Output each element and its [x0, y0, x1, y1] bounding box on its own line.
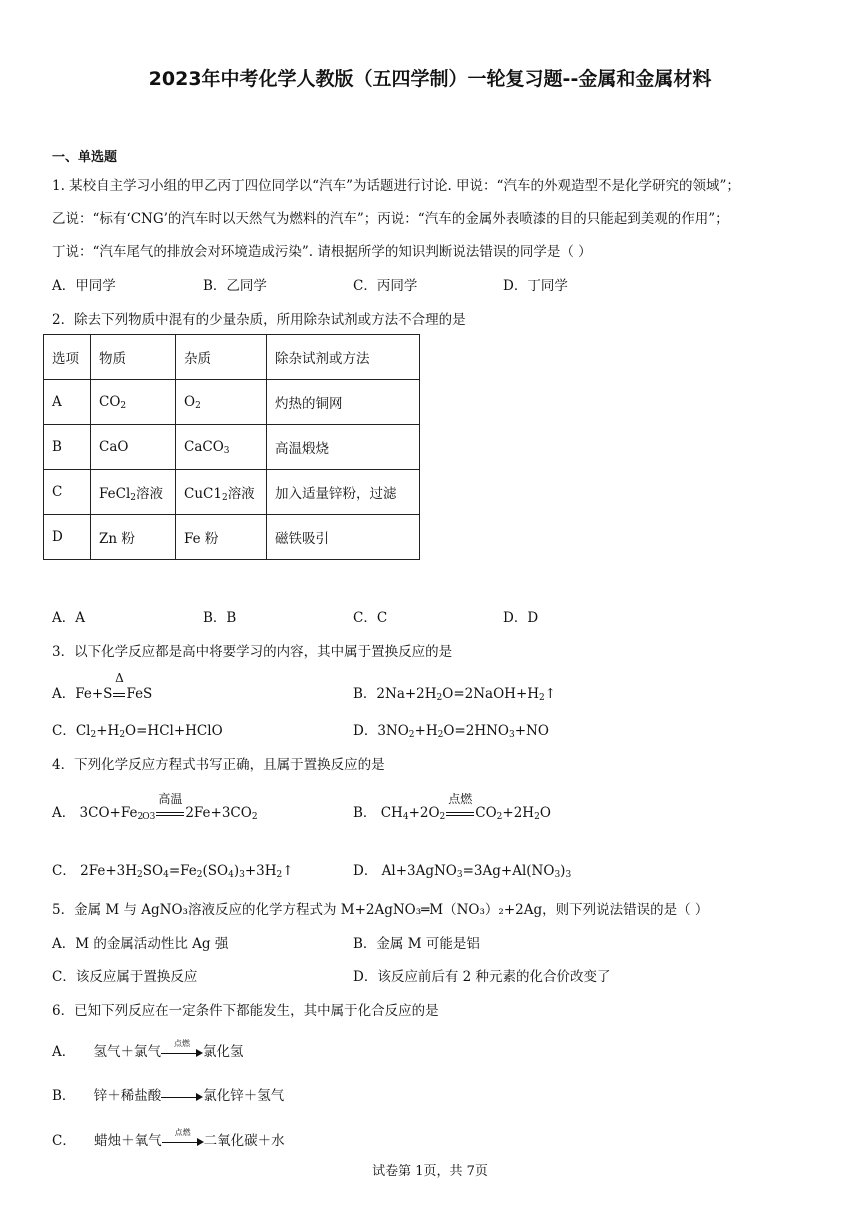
subscript: 2 — [437, 730, 444, 740]
equation-part: C．Cl — [52, 723, 91, 739]
formula: FeCl — [99, 486, 131, 502]
equation-part: O=2HNO — [443, 723, 509, 739]
q3-option-b[interactable] — [353, 682, 556, 702]
equation-part: (SO — [202, 863, 229, 879]
reaction-condition — [112, 671, 126, 702]
condition-text: 点燃 — [174, 1127, 191, 1137]
equation-part: +3H — [244, 863, 277, 879]
equation-part: O — [539, 805, 551, 821]
option-label: C． — [52, 1133, 76, 1149]
equation-part: =Fe — [168, 863, 197, 879]
equation-right: FeS — [126, 686, 153, 702]
page-footer: 试卷第 1页，共 7页 — [372, 1164, 488, 1179]
formula-tail: 溶液 — [136, 486, 163, 502]
table-cell — [176, 425, 267, 470]
q2-option-b[interactable]: B．B — [203, 610, 237, 626]
equation-part: 3CO+Fe — [79, 805, 138, 821]
gas-arrow: ↑ — [282, 863, 294, 879]
word-equation-right: 氯化锌＋氢气 — [203, 1088, 285, 1104]
table-row — [44, 380, 420, 425]
formula: O — [184, 394, 196, 410]
equation-part: O=2NaOH+H — [442, 686, 540, 702]
q1-option-b[interactable]: B．乙同学 — [203, 278, 267, 294]
formula: CuC1 — [184, 486, 222, 502]
page-title: 2023年中考化学人教版（五四学制）一轮复习题--金属和金属材料 — [148, 68, 712, 90]
equation-part: SO — [142, 863, 164, 879]
table-row — [44, 515, 420, 560]
section-heading: 一、单选题 — [52, 150, 118, 165]
table-row — [44, 425, 420, 470]
equation-part: CO — [475, 805, 497, 821]
q1-option-d[interactable]: D．丁同学 — [503, 278, 568, 294]
table-cell: 高温煅烧 — [267, 425, 420, 470]
q2-option-c[interactable]: C．C — [353, 610, 388, 626]
reaction-condition — [155, 792, 185, 821]
q5-option-c[interactable]: C．该反应属于置换反应 — [52, 969, 198, 985]
subscript: 2 — [408, 730, 415, 740]
equation-part: =3Ag+Al(NO — [462, 863, 555, 879]
word-equation-left: 锌＋稀盐酸 — [93, 1088, 162, 1104]
table-cell: 磁铁吸引 — [267, 515, 420, 560]
reaction-condition — [445, 792, 475, 821]
table-cell: 加入适量锌粉，过滤 — [267, 470, 420, 515]
subscript: 2 — [539, 693, 545, 703]
subscript: 3 — [508, 730, 515, 740]
table-cell: Fe 粉 — [176, 515, 267, 560]
q5-option-a[interactable]: A．M 的金属活动性比 Ag 强 — [52, 936, 229, 952]
table-row — [44, 470, 420, 515]
table-cell: 灼热的铜网 — [267, 380, 420, 425]
q4-option-c[interactable]: C． $2Fe+3H_2SO_4=Fe_2(SO_4)_3+3H_2↑$ — [52, 863, 294, 880]
condition-text: 高温 — [158, 792, 183, 806]
q4-option-d[interactable]: D． $Al+3AgNO_3=3Ag+Al(NO_3)_3$ — [353, 863, 572, 880]
option-label: D． — [353, 863, 378, 879]
gas-arrow: ↑ — [544, 686, 557, 702]
table-header: 杂质 — [176, 335, 267, 380]
table-cell — [176, 470, 267, 515]
table-header: 物质 — [91, 335, 176, 380]
equation-part: +H — [414, 723, 438, 739]
equation-part: 2Fe+3H — [80, 863, 138, 879]
table-cell: Zn 粉 — [91, 515, 176, 560]
q1-line2: 乙说：“标有‘CNG’的汽车时以天然气为燃料的汽车”；丙说：“汽车的金属外表喷漆的目的只能起到美观的作用”； — [52, 211, 729, 227]
option-label: A． — [52, 805, 76, 821]
subscript: 2 — [130, 493, 136, 503]
subscript: 2 — [195, 401, 201, 411]
reaction-arrow — [162, 1127, 204, 1147]
q2-option-a[interactable]: A．A — [52, 610, 85, 626]
subscript: 2 — [90, 730, 97, 740]
equation-part: O=HCl+HClO — [125, 723, 223, 739]
q6-option-b[interactable] — [52, 1084, 284, 1104]
table-header: 选项 — [44, 335, 91, 380]
formula: CaO — [99, 439, 129, 455]
table-cell — [91, 425, 176, 470]
q3-stem: 3．以下化学反应都是高中将要学习的内容，其中属于置换反应的是 — [52, 644, 453, 660]
q1-option-a[interactable]: A．甲同学 — [52, 278, 116, 294]
word-equation-right: 二氧化碳＋水 — [203, 1133, 285, 1149]
option-label: B． — [353, 805, 377, 821]
q6-option-a[interactable] — [52, 1040, 244, 1060]
word-equation-right: 氯化氢 — [203, 1044, 244, 1060]
formula: CO — [99, 394, 121, 410]
subscript: 2 — [120, 401, 127, 411]
q5-stem: 5．金属 M 与 AgNO₃溶液反应的化学方程式为 M+2AgNO₃═M（NO₃）₂+2Ag，则下列说法错误的是（ ） — [52, 902, 709, 918]
table-header-row — [44, 335, 420, 380]
q3-option-c[interactable] — [52, 719, 223, 739]
subscript: 2 — [436, 693, 443, 703]
q4-stem: 4．下列化学反应方程式书写正确，且属于置换反应的是 — [52, 757, 385, 773]
condition-text: 点燃 — [448, 792, 473, 806]
equation-part: +NO — [514, 723, 549, 739]
equation-part: +H — [96, 723, 120, 739]
formula: CaCO — [184, 439, 224, 455]
subscript: 2 — [221, 493, 228, 503]
equation-part: +2O — [408, 805, 440, 821]
table-cell — [91, 470, 176, 515]
q2-option-d[interactable]: D．D — [503, 610, 539, 626]
table-cell: A — [44, 380, 91, 425]
option-label: C． — [52, 863, 76, 879]
q1-line3: 丁说：“汽车尾气的排放会对环境造成污染”. 请根据所学的知识判断说法错误的同学是（ ） — [52, 244, 592, 260]
q2-table — [43, 334, 420, 560]
q4-option-b[interactable]: B． $CH_4+2O_2$ 点燃 $CO_2+2H_2O$ — [353, 792, 551, 822]
word-equation-left: 氢气＋氯气 — [93, 1044, 162, 1060]
q5-option-d[interactable]: D．该反应前后有 2 种元素的化合价改变了 — [353, 969, 611, 985]
table-header: 除杂试剂或方法 — [267, 335, 420, 380]
option-label: A． — [52, 1044, 76, 1060]
q6-option-c[interactable] — [52, 1129, 285, 1149]
table-cell — [176, 380, 267, 425]
formula-tail: 溶液 — [227, 486, 255, 502]
condition-text: 点燃 — [174, 1038, 191, 1048]
subscript: 2 — [119, 730, 126, 740]
equation-part: ) — [560, 863, 566, 879]
equation-part: ) — [233, 863, 240, 879]
reaction-arrow — [161, 1092, 203, 1102]
option-label: B． — [52, 1088, 76, 1104]
q1-line1: 1. 某校自主学习小组的甲乙丙丁四位同学以“汽车”为话题进行讨论. 甲说：“汽车的外观造型不是化学研究的领域”； — [52, 178, 740, 194]
reaction-arrow — [161, 1038, 203, 1058]
table-cell: D — [44, 515, 91, 560]
equation-part: +2H — [502, 805, 535, 821]
q3-option-a[interactable] — [52, 671, 153, 702]
heat-symbol: Δ — [115, 671, 124, 685]
q1-option-c[interactable]: C．丙同学 — [353, 278, 418, 294]
equation-part: CH — [380, 805, 403, 821]
q6-stem: 6．已知下列反应在一定条件下都能发生，其中属于化合反应的是 — [52, 1003, 439, 1019]
q3-option-d[interactable] — [353, 719, 549, 739]
table-cell: B — [44, 425, 91, 470]
table-cell — [91, 380, 176, 425]
equation-part: B．2Na+2H — [353, 686, 437, 702]
table-cell: C — [44, 470, 91, 515]
q4-option-a[interactable]: A． $3CO+Fe_{2O3}$ 高温 $2Fe+3CO_2$ — [52, 792, 258, 822]
q5-option-b[interactable]: B．金属 M 可能是铝 — [353, 936, 480, 952]
word-equation-left: 蜡烛＋氧气 — [94, 1133, 162, 1149]
q2-stem: 2．除去下列物质中混有的少量杂质，所用除杂试剂或方法不合理的是 — [52, 312, 466, 328]
equation-left: A．Fe+S — [52, 686, 113, 702]
equation-part: D．3NO — [353, 723, 409, 739]
equation-part: Al+3AgNO — [381, 863, 457, 879]
subscript: 3 — [223, 446, 230, 456]
equation-part: 2Fe+3CO — [185, 805, 252, 821]
